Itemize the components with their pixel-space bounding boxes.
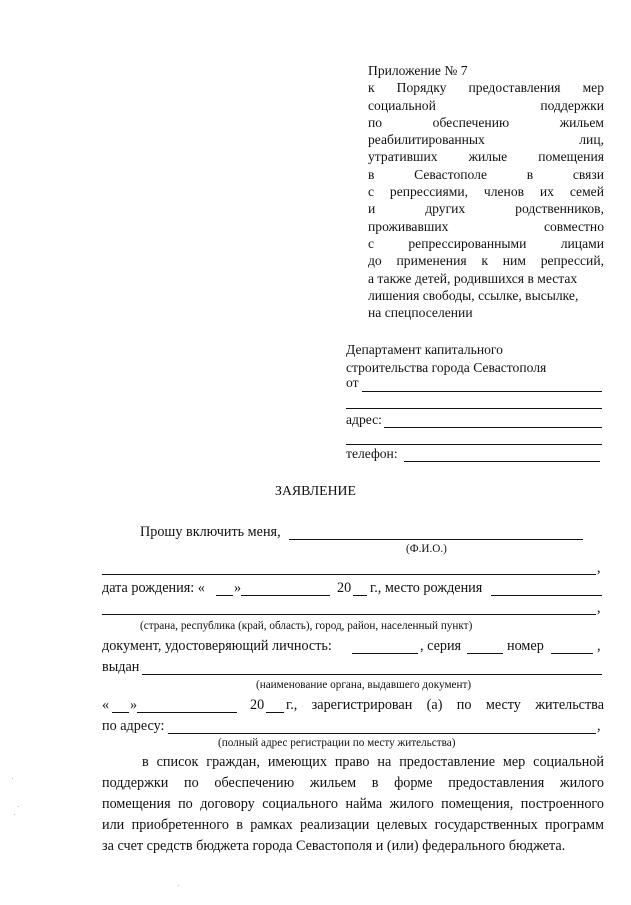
- appendix-line: по обеспечению жильем: [368, 114, 604, 130]
- appendix-line: утративших жилые помещения: [368, 149, 604, 165]
- comma: ,: [597, 560, 601, 576]
- appendix-line: к Порядку предоставления мер: [368, 80, 604, 96]
- registration-text: г., зарегистрирован (а) по месту жительства: [286, 697, 604, 713]
- id-document-field[interactable]: [352, 653, 418, 654]
- number-field[interactable]: [551, 653, 593, 654]
- body-line: в список граждан, имеющих право на предоставление мер социальной: [142, 754, 604, 770]
- body-line: помещения по договору социального найма жилого помещения, построенного: [102, 796, 604, 812]
- appendix-line: и других родственников,: [368, 201, 604, 217]
- phone-field[interactable]: [404, 461, 600, 462]
- comma: ,: [597, 638, 601, 654]
- scan-speck: [178, 885, 179, 886]
- comma: ,: [597, 600, 601, 616]
- appendix-line: социальной поддержки: [368, 97, 604, 113]
- fio-field[interactable]: [289, 539, 583, 540]
- birth-year-field[interactable]: [353, 595, 367, 596]
- year-prefix: 20: [337, 580, 352, 596]
- quote-open: «: [102, 697, 110, 713]
- appendix-line: а также детей, родившихся в местах: [368, 270, 578, 286]
- body-line: поддержки по обеспечению жильем в форме предоставления жилого: [102, 775, 604, 791]
- recipient-line-1: Департамент капитального: [346, 342, 503, 357]
- quote-close: »: [130, 697, 138, 713]
- fio-caption: (Ф.И.О.): [406, 543, 447, 555]
- from-field-line-2[interactable]: [346, 408, 602, 409]
- appendix-line: лишения свободы, ссылке, высылке,: [368, 287, 579, 303]
- comma: ,: [597, 718, 601, 734]
- from-field[interactable]: [362, 391, 602, 392]
- scan-speck: [12, 778, 13, 779]
- birth-day-field[interactable]: [216, 595, 233, 596]
- appendix-line: в Севастополе в связи: [368, 166, 604, 182]
- appendix-block: [368, 62, 604, 321]
- birthplace-label: г., место рождения: [370, 580, 483, 596]
- registration-day-field[interactable]: [112, 712, 129, 713]
- birth-month-field[interactable]: [241, 595, 330, 596]
- issuer-field[interactable]: [142, 674, 602, 675]
- birthplace-field-line-2[interactable]: [102, 614, 596, 615]
- registration-address-label: по адресу:: [102, 718, 165, 734]
- quote-close: »: [234, 580, 242, 596]
- year-prefix: 20: [250, 697, 265, 713]
- phone-label: телефон:: [346, 446, 398, 461]
- body-line: или приобретенного в рамках реализации целевых государственных программ: [102, 817, 604, 833]
- body-line: за счет средств бюджета города Севастополя и (или) федерального бюджета.: [102, 838, 566, 854]
- series-field[interactable]: [467, 653, 503, 654]
- appendix-line: реабилитированных лиц,: [368, 132, 604, 148]
- address-field-line-2[interactable]: [346, 444, 602, 445]
- document-title: ЗАЯВЛЕНИЕ: [275, 483, 356, 498]
- registration-year-field[interactable]: [266, 712, 284, 713]
- scan-speck: [14, 814, 15, 815]
- appendix-line: с репрессиями, членов их семей: [368, 184, 604, 200]
- appendix-line: проживавших совместно: [368, 218, 604, 234]
- registration-address-caption: (полный адрес регистрации по месту жительства): [218, 737, 456, 749]
- request-text: Прошу включить меня,: [140, 524, 281, 540]
- address-label: адрес:: [346, 412, 382, 427]
- body-paragraph: [102, 752, 604, 857]
- fio-field-line-2[interactable]: [102, 574, 596, 575]
- registration-month-field[interactable]: [137, 712, 237, 713]
- number-label: номер: [507, 638, 544, 654]
- recipient-line-2: строительства города Севастополя: [346, 360, 547, 375]
- appendix-line: до применения к ним репрессий,: [368, 253, 604, 269]
- birthplace-caption: (страна, республика (край, область), город, район, населенный пункт): [140, 620, 473, 632]
- id-document-label: документ, удостоверяющий личность:: [102, 638, 332, 654]
- issued-label: выдан: [102, 659, 140, 675]
- birth-date-label: дата рождения: «: [102, 580, 205, 596]
- appendix-line: на спецпоселении: [368, 305, 473, 321]
- recipient-block: [346, 341, 604, 377]
- series-label: , серия: [420, 638, 462, 654]
- registration-address-field[interactable]: [168, 733, 596, 734]
- birthplace-field[interactable]: [491, 595, 602, 596]
- appendix-title: Приложение № 7: [368, 63, 468, 78]
- from-label: от: [346, 375, 359, 390]
- address-field[interactable]: [384, 427, 602, 428]
- issuer-caption: (наименование органа, выдавшего документ): [256, 679, 472, 691]
- appendix-line: с репрессированными лицами: [368, 235, 604, 251]
- scan-speck: [18, 806, 19, 807]
